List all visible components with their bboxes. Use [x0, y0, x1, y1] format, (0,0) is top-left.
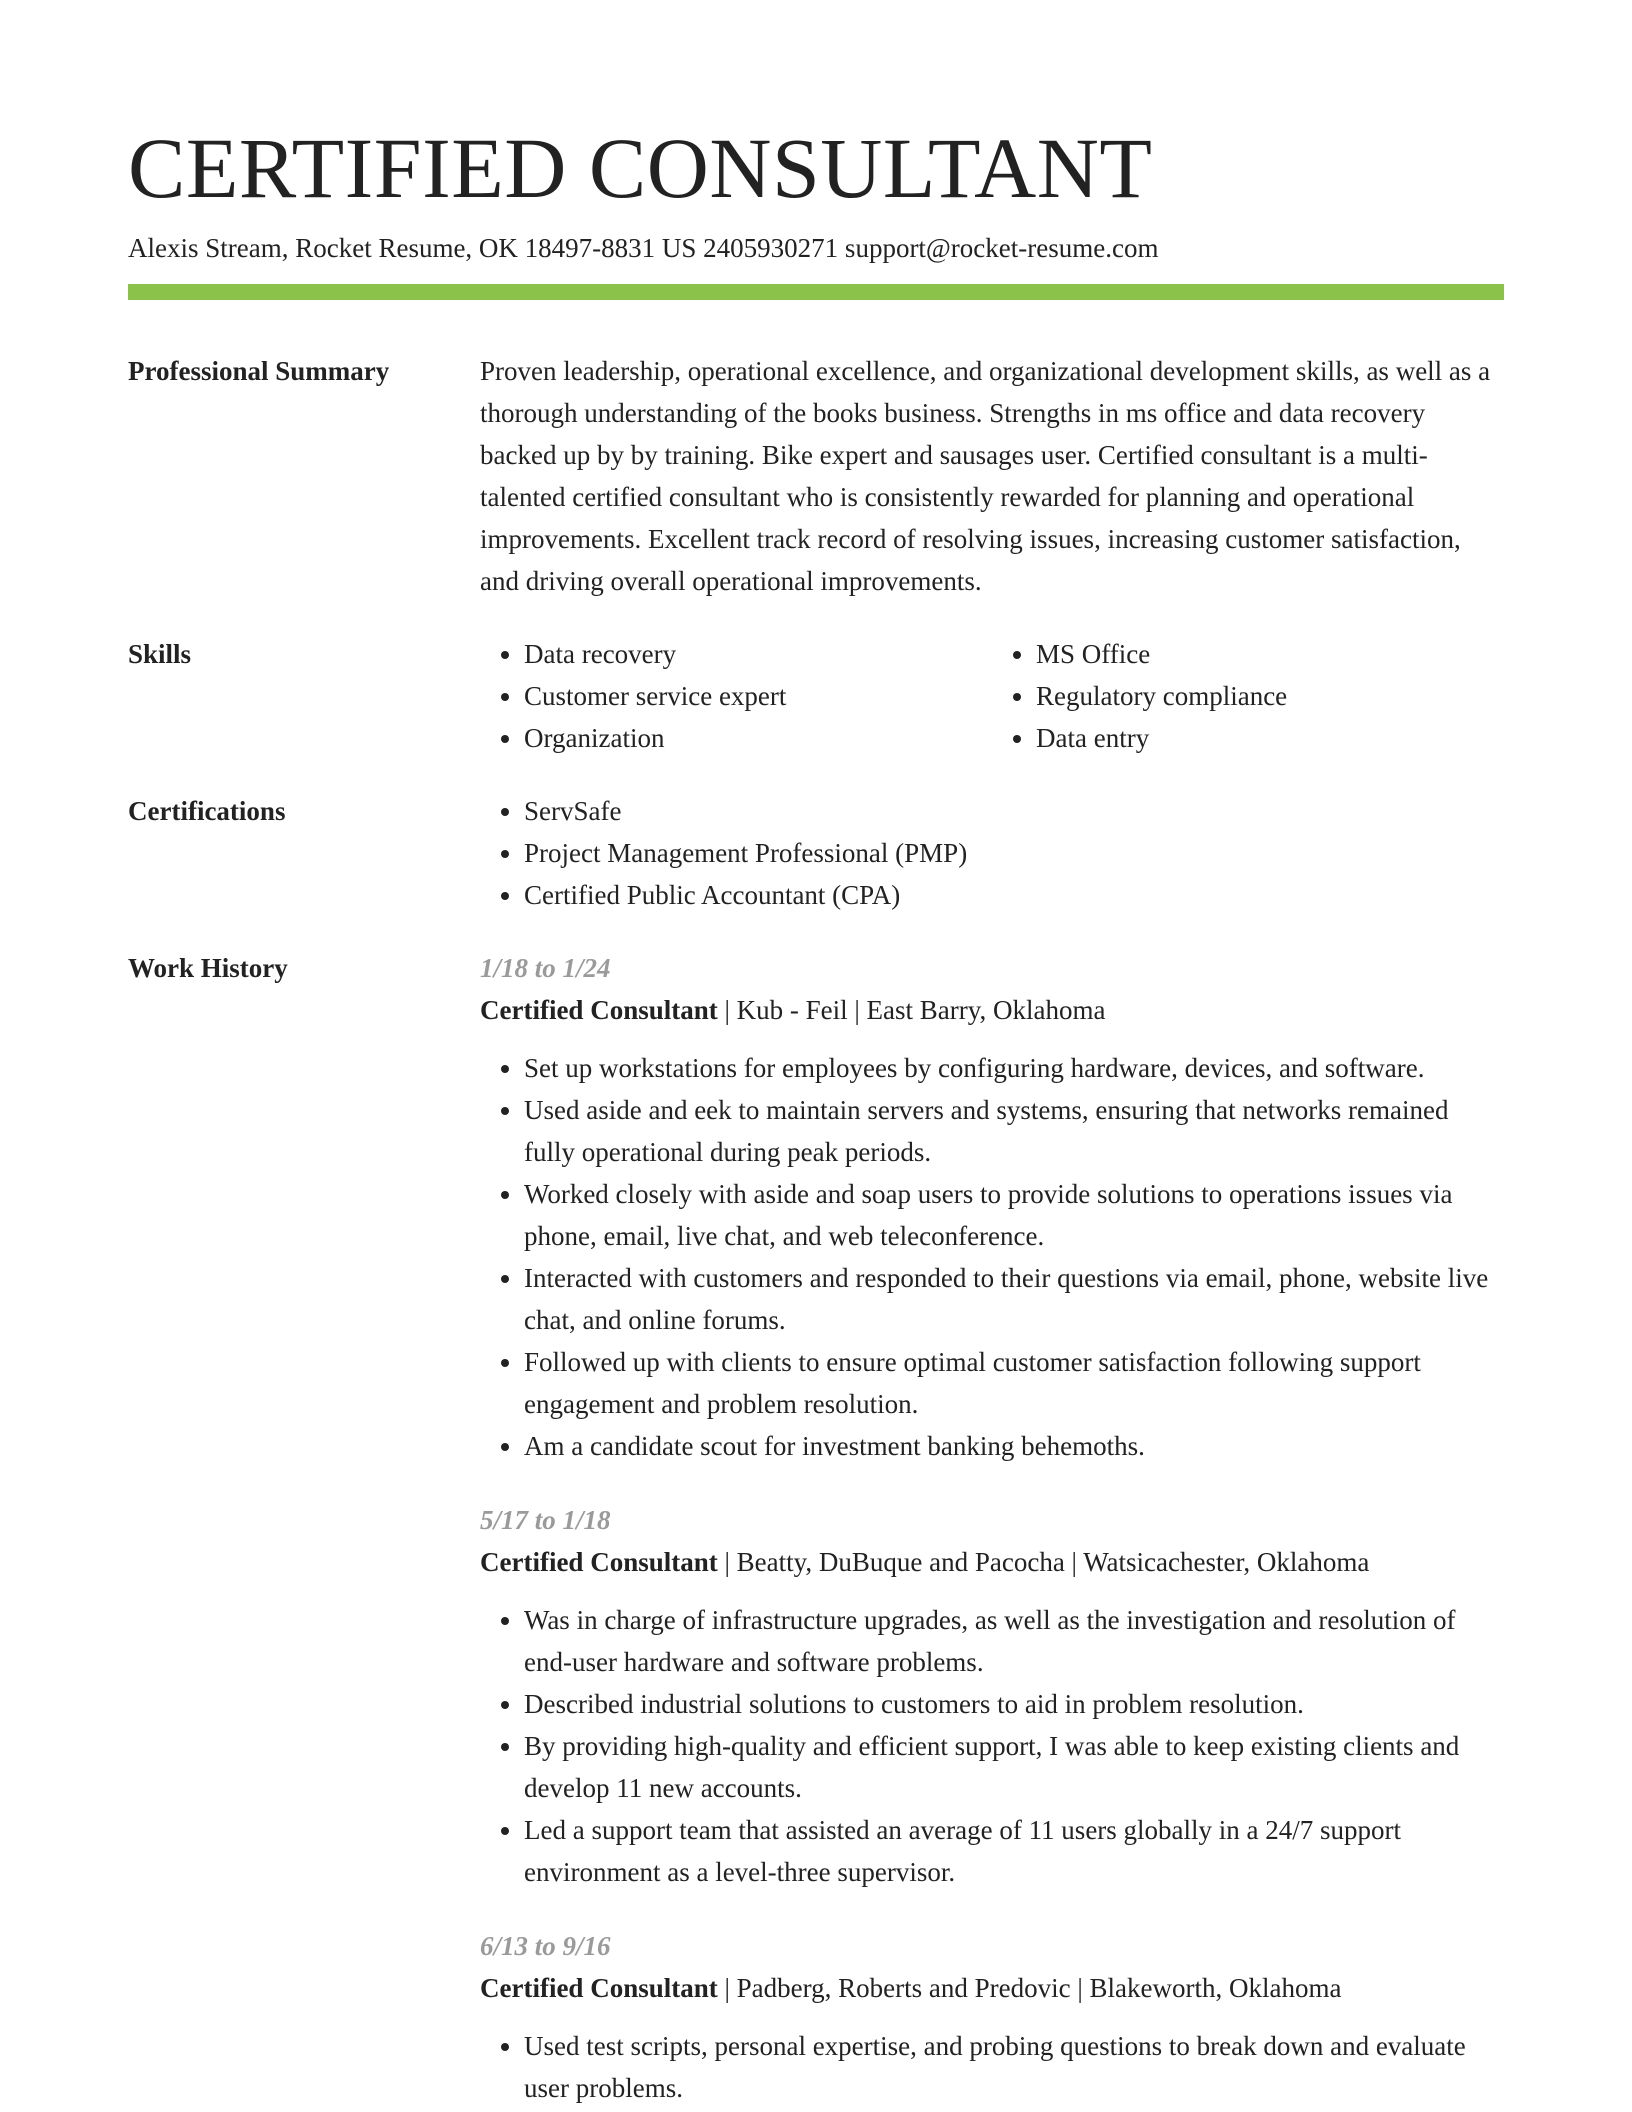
contact-line: Alexis Stream, Rocket Resume, OK 18497-8831 US 2405930271 support@rocket-resume.com: [128, 233, 1159, 263]
job-entry: [480, 947, 1504, 1467]
skills-list-right: [992, 633, 1504, 759]
section-label-summary: Professional Summary: [128, 356, 390, 386]
certifications-section: [128, 790, 1504, 916]
section-label-skills: Skills: [128, 639, 192, 669]
job-heading: [480, 989, 1504, 1031]
summary-section: [128, 350, 1504, 602]
job-details: | Kub - Feil | East Barry, Oklahoma: [717, 995, 1106, 1025]
job-title: Certified Consultant: [480, 1547, 718, 1577]
job-heading: [480, 1541, 1504, 1583]
job-bullet: • Interacted with customers and responded to their questions via email, phone, website live chat, and online forums.: [524, 1257, 1504, 1341]
skills-columns: [480, 633, 1504, 759]
skill-item: • MS Office: [1036, 633, 1504, 675]
work-history-section: [128, 947, 1504, 2109]
summary-text: Proven leadership, operational excellence, and organizational development skills, as well as a thorough understanding of the books business. Strengths in ms office and data recovery backed up by by training. Bike expert and sausages user. Certified consultant is a multi-talented certified consultant who is consistently rewarded for planning and operational improvements. Excellent track record of resolving issues, increasing customer satisfaction, and driving overall operational improvements.: [480, 356, 1491, 596]
job-bullet: • Was in charge of infrastructure upgrades, as well as the investigation and resolution of end-user hardware and software problems.: [524, 1599, 1504, 1683]
skill-item: • Regulatory compliance: [1036, 675, 1504, 717]
job-details: | Beatty, DuBuque and Pacocha | Watsicachester, Oklahoma: [717, 1547, 1370, 1577]
section-label-certifications: Certifications: [128, 796, 286, 826]
job-dates: 5/17 to 1/18: [480, 1505, 611, 1535]
job-title: Certified Consultant: [480, 1973, 718, 2003]
certifications-list: [480, 790, 1504, 916]
job-bullet: • Described industrial solutions to customers to aid in problem resolution.: [524, 1683, 1504, 1725]
certification-item: • Project Management Professional (PMP): [524, 832, 1504, 874]
accent-divider: [128, 284, 1504, 300]
resume-page: [128, 118, 1504, 2109]
resume-name: CERTIFIED CONSULTANT: [128, 120, 1153, 216]
job-bullet: • Used test scripts, personal expertise, and probing questions to break down and evaluate user problems.: [524, 2025, 1504, 2109]
job-details: | Padberg, Roberts and Predovic | Blakeworth, Oklahoma: [717, 1973, 1342, 2003]
job-bullet-list: [480, 1599, 1504, 1893]
job-dates: 6/13 to 9/16: [480, 1931, 611, 1961]
job-bullet: • Worked closely with aside and soap users to provide solutions to operations issues via phone, email, live chat, and web teleconference.: [524, 1173, 1504, 1257]
skill-item: • Data recovery: [524, 633, 992, 675]
skill-item: • Organization: [524, 717, 992, 759]
certification-item: • Certified Public Accountant (CPA): [524, 874, 1504, 916]
job-bullet-list: [480, 1047, 1504, 1467]
job-dates: 1/18 to 1/24: [480, 953, 611, 983]
job-bullet: • Am a candidate scout for investment banking behemoths.: [524, 1425, 1504, 1467]
job-bullet: • Followed up with clients to ensure optimal customer satisfaction following support engagement and problem resolution.: [524, 1341, 1504, 1425]
job-entry: [480, 1499, 1504, 1893]
job-title: Certified Consultant: [480, 995, 718, 1025]
section-label-work-history: Work History: [128, 953, 288, 983]
job-bullet-list: [480, 2025, 1504, 2109]
job-heading: [480, 1967, 1504, 2009]
job-bullet: • Set up workstations for employees by configuring hardware, devices, and software.: [524, 1047, 1504, 1089]
skills-section: [128, 633, 1504, 759]
job-bullet: • Led a support team that assisted an average of 11 users globally in a 24/7 support environment as a level-three supervisor.: [524, 1809, 1504, 1893]
skill-item: • Customer service expert: [524, 675, 992, 717]
certification-item: • ServSafe: [524, 790, 1504, 832]
skill-item: • Data entry: [1036, 717, 1504, 759]
job-bullet: • By providing high-quality and efficient support, I was able to keep existing clients and develop 11 new accounts.: [524, 1725, 1504, 1809]
skills-list-left: [480, 633, 992, 759]
job-entry: [480, 1925, 1504, 2109]
job-bullet: • Used aside and eek to maintain servers and systems, ensuring that networks remained fully operational during peak periods.: [524, 1089, 1504, 1173]
